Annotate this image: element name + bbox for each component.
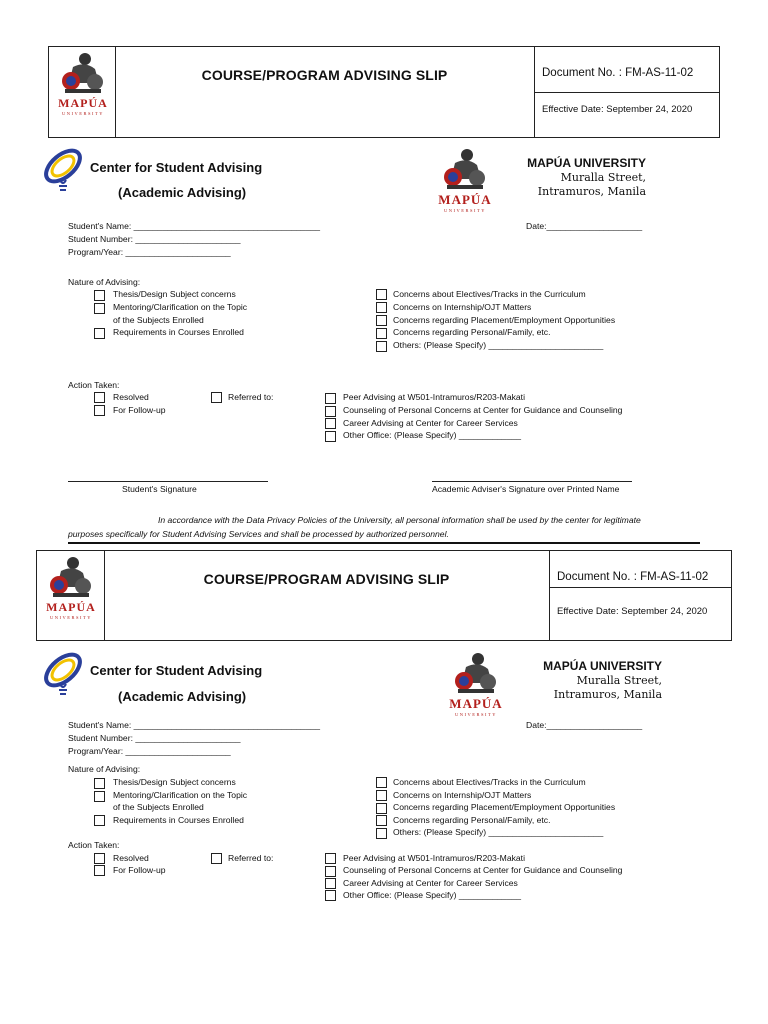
student-name-field[interactable]: Student's Name: _______________________________________ [68,720,321,730]
option-thesis: Thesis/Design Subject concerns [113,289,236,299]
option-resolved: Resolved [113,853,149,863]
option-internship: Concerns on Internship/OJT Matters [393,302,532,312]
program-year-field[interactable]: Program/Year: ______________________ [68,746,231,756]
checkbox-thesis[interactable] [94,290,105,301]
option-mentoring-cont: of the Subjects Enrolled [113,802,204,812]
office-career: Career Advising at Center for Career Services [343,418,518,428]
office-counseling: Counseling of Personal Concerns at Center for Guidance and Counseling [343,405,623,415]
checkbox-referred[interactable] [211,392,222,403]
student-number-field[interactable]: Student Number: ______________________ [68,234,241,244]
option-follow-up: For Follow-up [113,405,166,415]
checkbox-electives[interactable] [376,289,387,300]
checkbox-others[interactable] [376,341,387,352]
csa-logo-icon [38,650,88,698]
checkbox-internship[interactable] [376,302,387,313]
option-requirements: Requirements in Courses Enrolled [113,327,244,337]
university-address-2: Intramuros, Manila [537,185,646,198]
center-subtitle: (Academic Advising) [118,185,247,200]
option-resolved: Resolved [113,392,149,402]
student-number-field[interactable]: Student Number: ______________________ [68,733,241,743]
option-placement: Concerns regarding Placement/Employment Opportunities [393,802,616,812]
adviser-signature-line[interactable] [432,481,632,482]
checkbox-electives[interactable] [376,777,387,788]
option-electives: Concerns about Electives/Tracks in the Curriculum [393,289,586,299]
option-placement: Concerns regarding Placement/Employment Opportunities [393,315,616,325]
student-name-field[interactable]: Student's Name: _______________________________________ [68,221,321,231]
mapua-logo-icon [436,147,494,213]
logo-sub: UNIVERSITY [62,111,104,116]
logo-sub: UNIVERSITY [455,712,497,717]
university-address-2: Intramuros, Manila [553,688,662,701]
university-name: MAPÚA UNIVERSITY [527,156,646,170]
office-other: Other Office: (Please Specify) _____________ [343,430,522,440]
checkbox-personal[interactable] [376,328,387,339]
effective-date: Effective Date: September 24, 2020 [542,104,693,115]
center-title: Center for Student Advising [90,160,263,175]
option-personal: Concerns regarding Personal/Family, etc. [393,327,551,337]
office-other: Other Office: (Please Specify) _____________ [343,890,522,900]
checkbox-requirements[interactable] [94,328,105,339]
option-others: Others: (Please Specify) ________________________ [393,827,604,837]
checkbox-follow-up[interactable] [94,865,105,876]
mapua-logo-icon [43,555,99,620]
slip-title: COURSE/PROGRAM ADVISING SLIP [203,571,450,587]
checkbox-thesis[interactable] [94,778,105,789]
option-thesis: Thesis/Design Subject concerns [113,777,236,787]
date-field[interactable]: Date:____________________ [526,221,643,231]
center-title: Center for Student Advising [90,663,263,678]
checkbox-internship[interactable] [376,790,387,801]
office-peer: Peer Advising at W501-Intramuros/R203-Makati [343,853,525,863]
center-subtitle: (Academic Advising) [118,689,247,704]
option-referred: Referred to: [228,853,274,863]
checkbox-other-office[interactable] [325,890,336,901]
option-mentoring: Mentoring/Clarification on the Topic [113,302,248,312]
checkbox-counseling[interactable] [325,406,336,417]
action-label: Action Taken: [68,840,120,850]
checkbox-peer[interactable] [325,853,336,864]
privacy-note-line2: purposes specifically for Student Advising Services and shall be processed by authorized personnel. [68,529,449,539]
slip-header-1 [48,46,720,138]
mapua-logo-icon [55,51,111,116]
checkbox-follow-up[interactable] [94,405,105,416]
office-counseling: Counseling of Personal Concerns at Center for Guidance and Counseling [343,865,623,875]
logo-word: MAPÚA [58,96,108,110]
mapua-logo-icon [447,651,505,717]
option-others: Others: (Please Specify) ________________________ [393,340,604,350]
logo-word: MAPÚA [438,192,492,207]
option-electives: Concerns about Electives/Tracks in the Curriculum [393,777,586,787]
university-name: MAPÚA UNIVERSITY [543,659,662,673]
checkbox-requirements[interactable] [94,815,105,826]
office-career: Career Advising at Center for Career Services [343,878,518,888]
checkbox-placement[interactable] [376,803,387,814]
checkbox-peer[interactable] [325,393,336,404]
effective-date: Effective Date: September 24, 2020 [557,606,708,617]
checkbox-resolved[interactable] [94,392,105,403]
option-mentoring-cont: of the Subjects Enrolled [113,315,204,325]
checkbox-other-office[interactable] [325,431,336,442]
nature-label: Nature of Advising: [68,277,141,287]
checkbox-resolved[interactable] [94,853,105,864]
logo-sub: UNIVERSITY [444,208,486,213]
option-internship: Concerns on Internship/OJT Matters [393,790,532,800]
document-number: Document No. : FM-AS-11-02 [542,67,694,79]
checkbox-counseling[interactable] [325,866,336,877]
university-address-1: Muralla Street, [560,171,646,184]
checkbox-placement[interactable] [376,315,387,326]
checkbox-referred[interactable] [211,853,222,864]
slip-title: COURSE/PROGRAM ADVISING SLIP [201,67,448,83]
checkbox-mentoring[interactable] [94,791,105,802]
slip-header-2 [36,550,732,641]
option-mentoring: Mentoring/Clarification on the Topic [113,790,248,800]
adviser-signature-label: Academic Adviser's Signature over Printed Name [432,484,620,494]
option-referred: Referred to: [228,392,274,402]
checkbox-career[interactable] [325,418,336,429]
privacy-note-line1: In accordance with the Data Privacy Policies of the University, all personal information shall be used by the center for legitimate [158,515,641,525]
logo-word: MAPÚA [46,600,96,614]
checkbox-career[interactable] [325,878,336,889]
document-number: Document No. : FM-AS-11-02 [557,571,709,583]
separator-line [68,542,700,544]
option-requirements: Requirements in Courses Enrolled [113,815,244,825]
student-signature-label: Student's Signature [122,484,197,494]
program-year-field[interactable]: Program/Year: ______________________ [68,247,231,257]
action-label: Action Taken: [68,380,120,390]
logo-word: MAPÚA [449,696,503,711]
checkbox-personal[interactable] [376,815,387,826]
logo-sub: UNIVERSITY [50,615,92,620]
checkbox-mentoring[interactable] [94,303,105,314]
university-address-1: Muralla Street, [576,674,662,687]
date-field[interactable]: Date:____________________ [526,720,643,730]
csa-logo-icon [38,146,88,194]
nature-label: Nature of Advising: [68,764,141,774]
student-signature-line[interactable] [68,481,268,482]
checkbox-others[interactable] [376,828,387,839]
option-personal: Concerns regarding Personal/Family, etc. [393,815,551,825]
option-follow-up: For Follow-up [113,865,166,875]
office-peer: Peer Advising at W501-Intramuros/R203-Makati [343,392,525,402]
